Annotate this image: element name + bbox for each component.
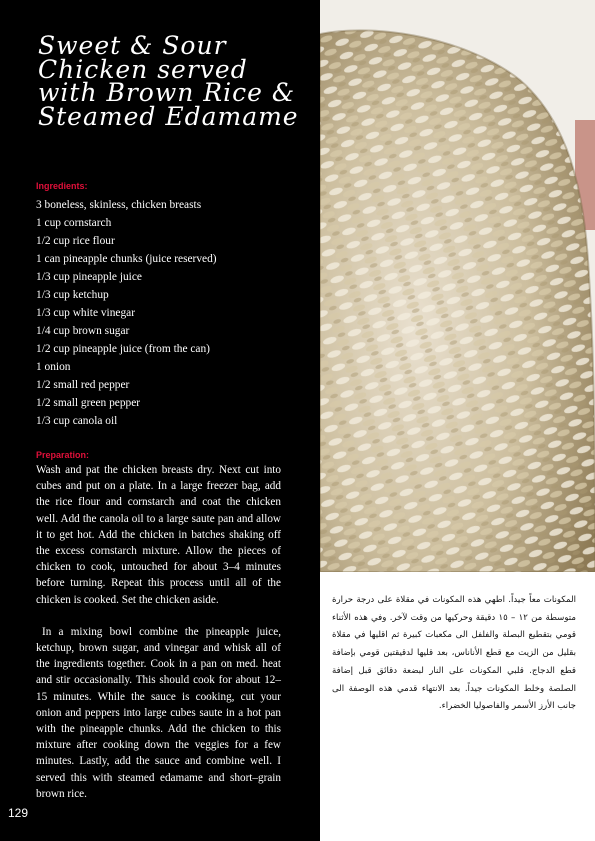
arabic-preparation-text: المكونات معاً جيداً. اطهي هذه المكونات في مقلاة على درجة حرارة متوسطة من ١٢ – ١٥ دقيقة وحركيها من وقت لآخر. وفي هذه الأثناء قومي بتقطيع البصلة والفلفل الى مكعبات كبيرة ثم اقليها في مقلاة بقليل من الزيت مع قطع الأناناس، بعد قليها لدقيقتين قومي بإضافة قطع الدجاج. قلبي المكونات على النار لبضعة دقائق قبل إضافة الصلصة وخلط المكونات جيداً. بعد الانتهاء قدمي هذه الوصفة الى جانب الأرز الأسمر والفاصوليا الخضراء. xyxy=(332,595,577,712)
ingredients-list xyxy=(36,196,306,430)
preparation-paragraph: Wash and pat the chicken breasts dry. Next cut into cubes and put on a plate. In a large freezer bag, add the rice flour and cornstarch and coat the chicken well. Add the canola oil to a large saute pan and allow it to get hot. Add the chicken in batches shaking off the excess cornstarch mixture. Allow the pieces of chicken to cook, untouched for about 3–4 minutes before turning. Repeat this process until all of the chicken is cooked. Set the chicken aside. xyxy=(36,464,281,606)
preparation-heading: Preparation: xyxy=(36,450,90,460)
ingredient-item: 1 can pineapple chunks (juice reserved) xyxy=(36,253,217,265)
preparation-text xyxy=(36,462,281,802)
arabic-text-box xyxy=(320,572,595,841)
ingredient-item: 1 cup cornstarch xyxy=(36,217,112,229)
ingredient-item: 1/3 cup pineapple juice xyxy=(36,271,142,283)
ingredient-item: 1/3 cup white vinegar xyxy=(36,307,136,319)
ingredient-item: 3 boneless, skinless, chicken breasts xyxy=(36,199,202,211)
recipe-title: Sweet & Sour Chicken served with Brown Rice & Steamed Edamame xyxy=(38,31,299,131)
ingredient-item: 1/2 small red pepper xyxy=(36,379,130,391)
ingredient-item: 1/4 cup brown sugar xyxy=(36,325,130,337)
ingredients-heading: Ingredients: xyxy=(36,181,88,191)
preparation-paragraph: In a mixing bowl combine the pineapple juice, ketchup, brown sugar, and vinegar and whisk all of the ingredients together. Cook in a pan on med. heat and stir occasionally. This should cook for about 12–15 minutes. While the sauce is cooking, cut your onion and peppers into large cubes saute in a hot pan with the pineapple chunks. Add the chicken to this mixture after cooking down the veggies for a few minutes. Lastly, add the sauce and combine well. I served this with steamed edamame and short–grain brown rice. xyxy=(36,625,281,800)
ingredient-item: 1/2 small green pepper xyxy=(36,397,141,409)
ingredient-item: 1/2 cup pineapple juice (from the can) xyxy=(36,343,210,355)
ingredient-item: 1/3 cup ketchup xyxy=(36,289,109,301)
ingredient-item: 1/2 cup rice flour xyxy=(36,235,115,247)
ingredient-item: 1/3 cup canola oil xyxy=(36,415,118,427)
ingredient-item: 1 onion xyxy=(36,361,71,373)
brown-rice-photo xyxy=(320,0,595,572)
page-number: 129 xyxy=(8,806,29,820)
